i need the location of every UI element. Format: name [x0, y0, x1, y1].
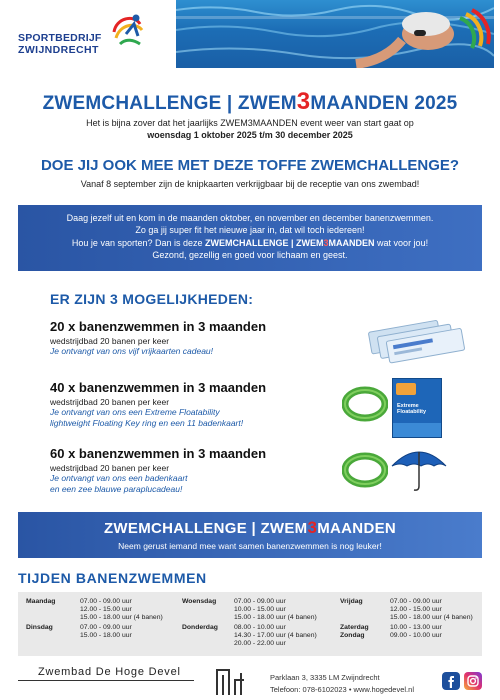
- options-heading: ER ZIJN 3 MOGELIJKHEDEN:: [50, 291, 254, 307]
- umbrella-icon: [388, 444, 450, 494]
- sub-text: Vanaf 8 september zijn de knipkaarten verkrijgbaar bij de receptie van ons zwembad!: [80, 179, 420, 189]
- facebook-icon[interactable]: [442, 672, 460, 690]
- swimmer-photo: [176, 0, 494, 68]
- schedule-hours: 08.00 - 10.00 uur 14.30 - 17.00 uur (4 banen) 20.00 - 22.00 uur: [234, 624, 317, 648]
- option-40x: 40 x banenzwemmen in 3 maanden wedstrijdbad 20 banen per keer Je ontvangt van ons een Extreme Floatability lightweight Floating Key ring en een 11 badenkaart!: [50, 380, 267, 428]
- times-heading: TIJDEN BANENZWEMMEN: [18, 570, 207, 586]
- keyring-card-line1: Extreme: [397, 403, 419, 409]
- schedule-hours: 07.00 - 09.00 uur 10.00 - 15.00 uur 15.00 - 18.00 uur (4 banen): [234, 598, 317, 622]
- footer: [18, 662, 482, 700]
- intro-text: Het is bijna zover dat het jaarlijks ZWEM3MAANDEN event weer van start gaat op woensdag 1 oktober 2025 t/m 30 december 2025: [86, 118, 414, 140]
- keyring-float-icon: [396, 383, 416, 395]
- schedule-day: Zaterdag: [340, 624, 369, 631]
- address: Parklaan 3, 3335 LM Zwijndrecht: [270, 673, 380, 682]
- challenge-banner: ZWEMCHALLENGE | ZWEM3MAANDEN Neem gerust iemand mee want samen banenzwemmen is nog leuker!: [18, 512, 482, 558]
- pool-name: Zwembad De Hoge Devel: [38, 666, 181, 678]
- logo-text-bottom: ZWIJNDRECHT: [18, 44, 99, 56]
- swimmer-logo-icon: [106, 10, 146, 50]
- umbrella-image: [388, 444, 450, 494]
- footer-divider: [18, 680, 194, 681]
- keyring-card-line2: Floatability: [397, 409, 427, 415]
- schedule-hours: 07.00 - 09.00 uur 15.00 - 18.00 uur: [80, 624, 132, 640]
- contact-info: [270, 672, 414, 696]
- schedule-day: Woensdag: [182, 598, 217, 605]
- pool-logo-icon: [214, 665, 254, 697]
- schedule-day: Vrijdag: [340, 598, 363, 605]
- page-title: ZWEMCHALLENGE | ZWEM3MAANDEN 2025: [42, 88, 458, 115]
- wristband-image-2: [342, 452, 388, 488]
- schedule-hours: 09.00 - 10.00 uur: [390, 632, 442, 639]
- pool-illustration: [176, 0, 494, 68]
- wristband-icon: [342, 386, 388, 422]
- header: [6, 0, 494, 68]
- schedule-day: Zondag: [340, 632, 365, 639]
- schedule-hours: 10.00 - 13.00 uur: [390, 624, 442, 631]
- schedule-table: [18, 592, 482, 656]
- schedule-day: Donderdag: [182, 624, 218, 631]
- free-tickets-image: [362, 310, 472, 366]
- floating-keyring-card: [392, 378, 442, 438]
- logo-text-top: SPORTBEDRIJF: [18, 32, 102, 44]
- schedule-day: Maandag: [26, 598, 56, 605]
- poster: [6, 0, 494, 700]
- schedule-day: Dinsdag: [26, 624, 53, 631]
- challenge-description: Daag jezelf uit en kom in de maanden oktober, en november en december banenzwemmen. Zo ga jij super fit het nieuwe jaar in, dat wil toch iedereen! Hou je van sporten? Dan is deze ZWEMCHALLENGE | ZWEM3MAANDEN wat voor jou! Gezond, gezellig en goed voor lichaam en geest.: [18, 205, 482, 271]
- wristband-image: [342, 386, 388, 422]
- schedule-hours: 07.00 - 09.00 uur 12.00 - 15.00 uur 15.00 - 18.00 uur (4 banen): [390, 598, 473, 622]
- schedule-hours: 07.00 - 09.00 uur 12.00 - 15.00 uur 15.00 - 18.00 uur (4 banen): [80, 598, 163, 622]
- instagram-icon[interactable]: [464, 672, 482, 690]
- event-dates: woensdag 1 oktober 2025 t/m 30 december 2025: [147, 130, 353, 140]
- wristband-icon: [342, 452, 388, 488]
- tickets-icon: [362, 310, 472, 366]
- sportbedrijf-logo: [18, 10, 158, 58]
- title-three: 3: [296, 88, 311, 115]
- phone-website: Telefoon: 078-6102023 • www.hogedevel.nl: [270, 685, 414, 694]
- option-60x: 60 x banenzwemmen in 3 maanden wedstrijdbad 20 banen per keer Je ontvangt van ons een badenkaart en een zee blauwe paraplucadeau!: [50, 446, 267, 494]
- sub-heading: DOE JIJ OOK MEE MET DEZE TOFFE ZWEMCHALLENGE?: [40, 157, 460, 174]
- option-20x: 20 x banenzwemmen in 3 maanden wedstrijdbad 20 banen per keer Je ontvangt van ons vijf vrijkaarten cadeau!: [50, 319, 267, 356]
